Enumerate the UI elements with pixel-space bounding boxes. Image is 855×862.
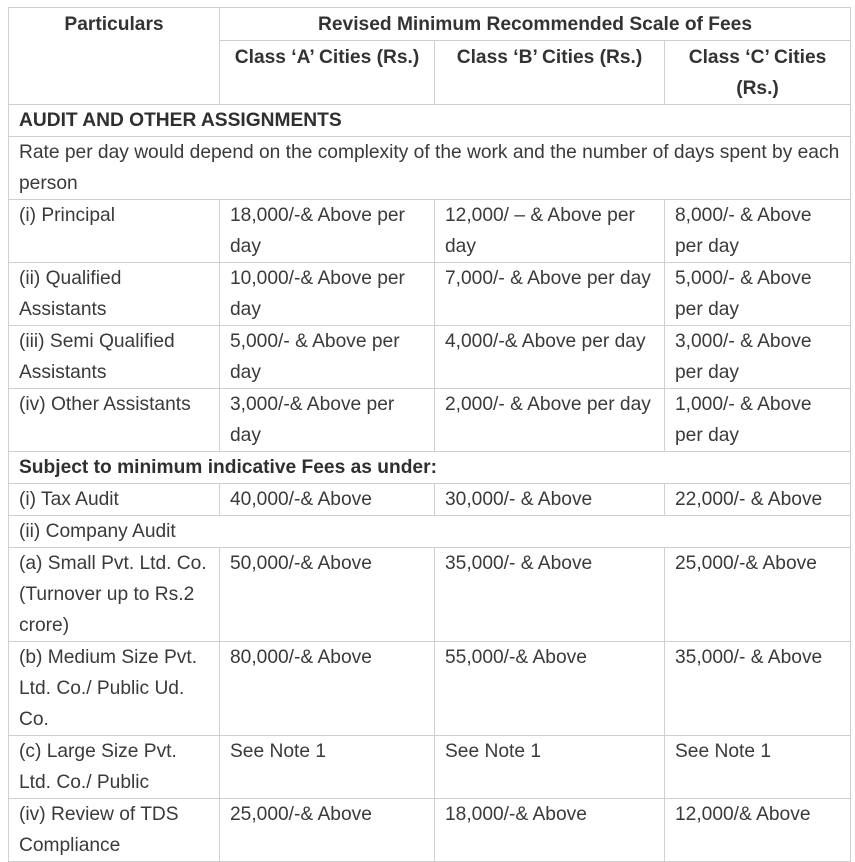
table-row xyxy=(9,200,851,263)
row-label: (i) Tax Audit xyxy=(9,484,220,516)
section-audit-heading: AUDIT AND OTHER ASSIGNMENTS xyxy=(9,105,851,137)
fee-class-c: 5,000/- & Above per day xyxy=(665,263,851,326)
fee-class-c: 12,000/& Above xyxy=(665,799,851,862)
fee-class-b: 18,000/-& Above xyxy=(435,799,665,862)
section-row xyxy=(9,452,851,484)
table-row xyxy=(9,548,851,642)
fee-class-c: 1,000/- & Above per day xyxy=(665,389,851,452)
row-label: (a) Small Pvt. Ltd. Co. (Turnover up to Rs.2 crore) xyxy=(9,548,220,642)
fee-class-b: 12,000/ – & Above per day xyxy=(435,200,665,263)
row-label: (b) Medium Size Pvt. Ltd. Co./ Public Ud. Co. xyxy=(9,642,220,736)
fee-class-a: 25,000/-& Above xyxy=(220,799,435,862)
header-revised-scale: Revised Minimum Recommended Scale of Fees xyxy=(220,8,851,41)
fee-class-b: 35,000/- & Above xyxy=(435,548,665,642)
fee-class-a: 18,000/-& Above per day xyxy=(220,200,435,263)
fee-class-c: 3,000/- & Above per day xyxy=(665,326,851,389)
header-class-c: Class ‘C’ Cities (Rs.) xyxy=(665,41,851,105)
fee-class-c: 22,000/- & Above xyxy=(665,484,851,516)
fee-class-c: 8,000/- & Above per day xyxy=(665,200,851,263)
table-row xyxy=(9,642,851,736)
fee-class-b: See Note 1 xyxy=(435,736,665,799)
row-label: (ii) Qualified Assistants xyxy=(9,263,220,326)
fee-class-b: 55,000/-& Above xyxy=(435,642,665,736)
fee-class-a: 10,000/-& Above per day xyxy=(220,263,435,326)
fee-class-a: 80,000/-& Above xyxy=(220,642,435,736)
fee-class-a: See Note 1 xyxy=(220,736,435,799)
table-row xyxy=(9,263,851,326)
table-row xyxy=(9,389,851,452)
fees-table xyxy=(8,7,851,862)
fee-class-c: See Note 1 xyxy=(665,736,851,799)
row-label: (iii) Semi Qualified Assistants xyxy=(9,326,220,389)
header-class-a: Class ‘A’ Cities (Rs.) xyxy=(220,41,435,105)
section-row xyxy=(9,105,851,137)
section-minimum-fees-heading: Subject to minimum indicative Fees as under: xyxy=(9,452,851,484)
header-class-b: Class ‘B’ Cities (Rs.) xyxy=(435,41,665,105)
header-row-1 xyxy=(9,8,851,41)
row-label: (c) Large Size Pvt. Ltd. Co./ Public xyxy=(9,736,220,799)
fee-class-b: 4,000/-& Above per day xyxy=(435,326,665,389)
fee-class-a: 5,000/- & Above per day xyxy=(220,326,435,389)
row-label: (iv) Other Assistants xyxy=(9,389,220,452)
table-row xyxy=(9,484,851,516)
header-particulars: Particulars xyxy=(9,8,220,105)
note-row xyxy=(9,137,851,200)
fee-class-b: 7,000/- & Above per day xyxy=(435,263,665,326)
fee-class-c: 25,000/-& Above xyxy=(665,548,851,642)
fee-class-a: 40,000/-& Above xyxy=(220,484,435,516)
table-row xyxy=(9,736,851,799)
fee-class-b: 2,000/- & Above per day xyxy=(435,389,665,452)
fee-class-c: 35,000/- & Above xyxy=(665,642,851,736)
row-label: (iv) Review of TDS Compliance xyxy=(9,799,220,862)
subsection-row xyxy=(9,516,851,548)
row-label: (i) Principal xyxy=(9,200,220,263)
fee-class-b: 30,000/- & Above xyxy=(435,484,665,516)
table-row xyxy=(9,799,851,862)
rate-note: Rate per day would depend on the complexity of the work and the number of days spent by each person xyxy=(9,137,851,200)
fee-class-a: 50,000/-& Above xyxy=(220,548,435,642)
company-audit-label: (ii) Company Audit xyxy=(9,516,851,548)
table-row xyxy=(9,326,851,389)
fee-class-a: 3,000/-& Above per day xyxy=(220,389,435,452)
